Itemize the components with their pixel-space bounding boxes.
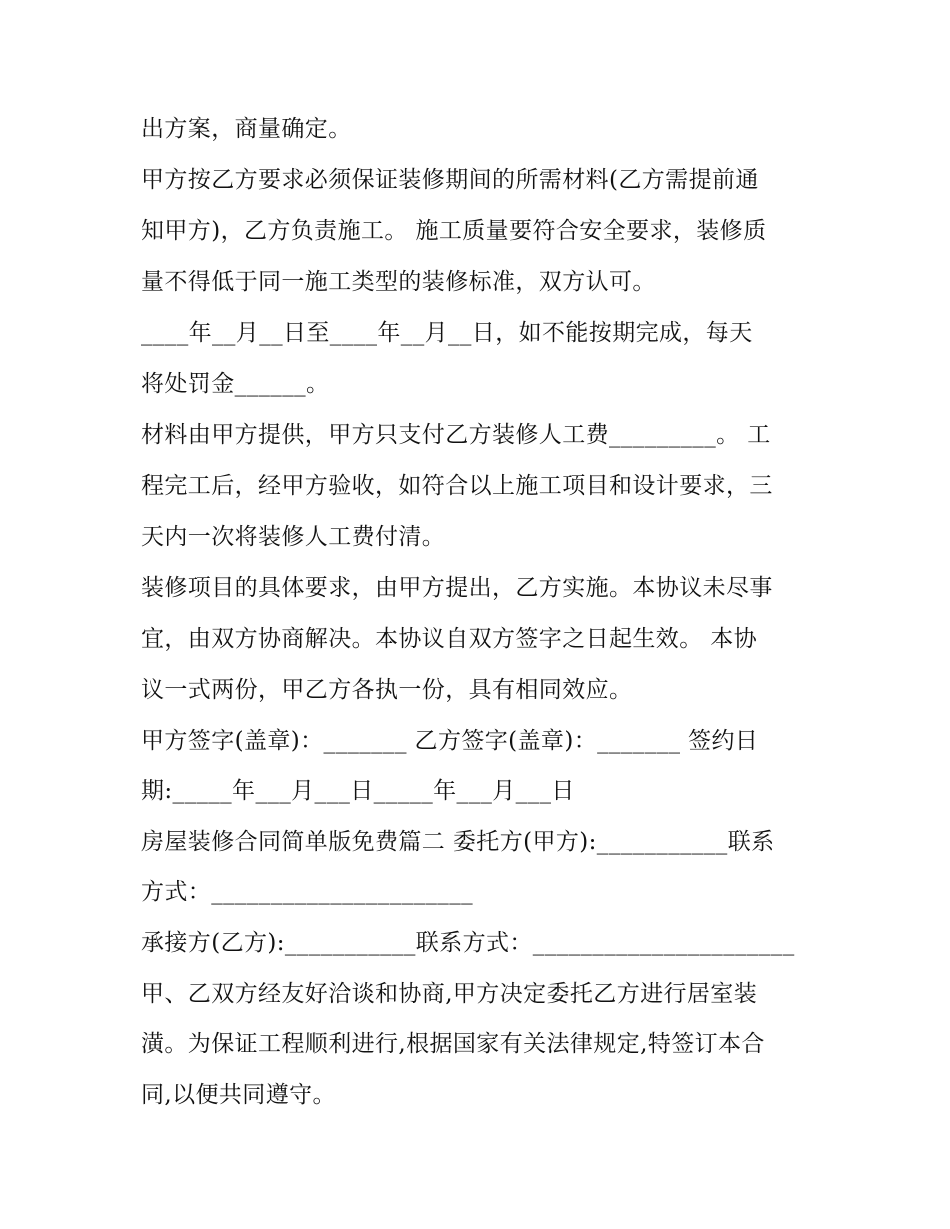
text-line: 程完工后，经甲方验收，如符合以上施工项目和设计要求，三	[141, 473, 773, 499]
text-line: 材料由甲方提供，甲方只支付乙方装修人工费_________。 工	[141, 422, 771, 448]
text-line: 出方案，商量确定。	[141, 116, 352, 142]
text-line: 装修项目的具体要求，由甲方提出，乙方实施。本协议未尽事	[141, 575, 773, 601]
text-line: 议一式两份，甲乙方各执一份，具有相同效应。	[141, 677, 633, 703]
text-line: 潢。为保证工程顺利进行,根据国家有关法律规定,特签订本合	[141, 1031, 765, 1057]
text-line: ____年__月__日至____年__月__日，如不能按期完成，每天	[141, 320, 753, 346]
text-line: 将处罚金______。	[141, 371, 330, 397]
text-line: 宜，由双方协商解决。本协议自双方签字之日起生效。 本协	[141, 626, 758, 652]
text-line: 甲方按乙方要求必须保证装修期间的所需材料(乙方需提前通	[141, 167, 759, 193]
signature-date-line: 期:_____年___月___日_____年___月___日	[141, 778, 575, 804]
section-heading-line: 房屋装修合同简单版免费篇二 委托方(甲方):___________联系	[141, 829, 775, 855]
text-line: 知甲方)，乙方负责施工。 施工质量要符合安全要求，装修质	[141, 218, 767, 244]
text-line: 甲、乙双方经友好洽谈和协商,甲方决定委托乙方进行居室装	[141, 981, 758, 1007]
text-line: 承接方(乙方):___________联系方式：______________________	[141, 930, 795, 956]
text-line: 同,以便共同遵守。	[141, 1082, 336, 1108]
signature-line: 甲方签字(盖章)：_______ 乙方签字(盖章)：_______ 签约日	[141, 728, 759, 754]
text-line: 量不得低于同一施工类型的装修标准，双方认可。	[141, 269, 656, 295]
text-line: 方式：______________________	[141, 879, 473, 905]
text-line: 天内一次将装修人工费付清。	[141, 524, 446, 550]
